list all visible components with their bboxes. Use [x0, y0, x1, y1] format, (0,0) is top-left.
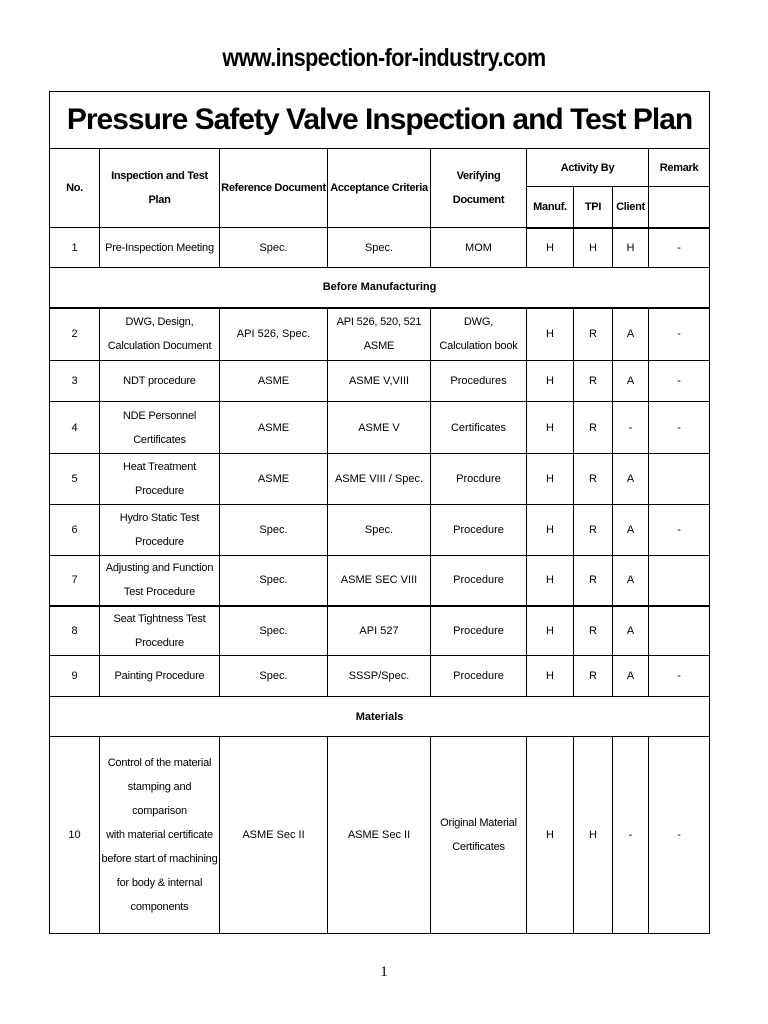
table-row [50, 454, 710, 505]
cell-no: 4 [50, 402, 100, 454]
cell-client: A [613, 656, 649, 697]
cell-client: A [613, 361, 649, 402]
cell-client: H [613, 228, 649, 268]
table-row [50, 505, 710, 556]
table-row [50, 606, 710, 656]
cell-acceptance: Spec. [328, 505, 431, 556]
cell-verifying: Original Material Certificates [431, 737, 527, 934]
header-remark-blank [649, 187, 710, 228]
cell-remark: - [649, 737, 710, 934]
cell-client: A [613, 606, 649, 656]
cell-no: 8 [50, 606, 100, 656]
cell-verifying: Procedure [431, 606, 527, 656]
cell-remark: - [649, 228, 710, 268]
cell-verifying: MOM [431, 228, 527, 268]
cell-acceptance: ASME V,VIII [328, 361, 431, 402]
cell-tpi: R [574, 606, 613, 656]
cell-manuf: H [527, 737, 574, 934]
cell-verifying: Procdure [431, 454, 527, 505]
cell-client: A [613, 505, 649, 556]
cell-reference: ASME Sec II [220, 737, 328, 934]
table-row [50, 737, 710, 934]
cell-manuf: H [527, 505, 574, 556]
cell-tpi: R [574, 308, 613, 361]
cell-reference: Spec. [220, 228, 328, 268]
table-row [50, 402, 710, 454]
cell-reference: Spec. [220, 505, 328, 556]
cell-no: 5 [50, 454, 100, 505]
table-row [50, 361, 710, 402]
document-title: Pressure Safety Valve Inspection and Test Plan [50, 92, 710, 149]
cell-acceptance: ASME V [328, 402, 431, 454]
cell-no: 3 [50, 361, 100, 402]
cell-acceptance: SSSP/Spec. [328, 656, 431, 697]
page-number: 1 [380, 964, 388, 980]
cell-reference: Spec. [220, 556, 328, 606]
cell-remark [649, 556, 710, 606]
cell-acceptance: ASME Sec II [328, 737, 431, 934]
cell-no: 2 [50, 308, 100, 361]
header-plan: Inspection and Test Plan [100, 149, 220, 228]
table-row [50, 228, 710, 268]
header-acceptance: Acceptance Criteria [328, 149, 431, 228]
cell-plan: NDE Personnel Certificates [100, 402, 220, 454]
cell-no: 10 [50, 737, 100, 934]
cell-acceptance: ASME VIII / Spec. [328, 454, 431, 505]
header-verifying: Verifying Document [431, 149, 527, 228]
cell-remark: - [649, 656, 710, 697]
cell-manuf: H [527, 454, 574, 505]
header-client: Client [613, 187, 649, 228]
cell-tpi: H [574, 228, 613, 268]
cell-reference: Spec. [220, 656, 328, 697]
cell-client: - [613, 402, 649, 454]
title-row [50, 92, 710, 149]
cell-acceptance: Spec. [328, 228, 431, 268]
cell-no: 6 [50, 505, 100, 556]
table-row [50, 308, 710, 361]
cell-verifying: Procedures [431, 361, 527, 402]
table-row [50, 556, 710, 606]
header-manuf: Manuf. [527, 187, 574, 228]
cell-plan: DWG, Design, Calculation Document [100, 308, 220, 361]
cell-manuf: H [527, 308, 574, 361]
cell-plan: Adjusting and Function Test Procedure [100, 556, 220, 606]
cell-tpi: R [574, 402, 613, 454]
cell-verifying: Certificates [431, 402, 527, 454]
table-row [50, 656, 710, 697]
cell-plan: Hydro Static Test Procedure [100, 505, 220, 556]
section-materials: Materials [50, 697, 710, 737]
cell-client: - [613, 737, 649, 934]
cell-reference: API 526, Spec. [220, 308, 328, 361]
cell-acceptance: API 527 [328, 606, 431, 656]
cell-tpi: R [574, 556, 613, 606]
inspection-test-plan-table [49, 91, 710, 934]
header-row-1 [50, 149, 710, 187]
cell-tpi: H [574, 737, 613, 934]
cell-tpi: R [574, 361, 613, 402]
cell-manuf: H [527, 361, 574, 402]
section-row-materials [50, 697, 710, 737]
cell-client: A [613, 308, 649, 361]
cell-plan: NDT procedure [100, 361, 220, 402]
cell-remark: - [649, 308, 710, 361]
cell-reference: ASME [220, 402, 328, 454]
cell-tpi: R [574, 505, 613, 556]
cell-acceptance: API 526, 520, 521 ASME [328, 308, 431, 361]
cell-verifying: DWG, Calculation book [431, 308, 527, 361]
cell-manuf: H [527, 656, 574, 697]
cell-remark: - [649, 361, 710, 402]
cell-no: 1 [50, 228, 100, 268]
cell-acceptance: ASME SEC VIII [328, 556, 431, 606]
cell-remark [649, 606, 710, 656]
cell-remark: - [649, 505, 710, 556]
cell-no: 9 [50, 656, 100, 697]
cell-remark: - [649, 402, 710, 454]
cell-client: A [613, 556, 649, 606]
cell-plan: Painting Procedure [100, 656, 220, 697]
cell-reference: ASME [220, 454, 328, 505]
cell-tpi: R [574, 454, 613, 505]
header-activity-by: Activity By [527, 149, 649, 187]
cell-verifying: Procedure [431, 656, 527, 697]
cell-manuf: H [527, 556, 574, 606]
cell-tpi: R [574, 656, 613, 697]
cell-plan: Heat Treatment Procedure [100, 454, 220, 505]
cell-verifying: Procedure [431, 556, 527, 606]
cell-manuf: H [527, 402, 574, 454]
cell-manuf: H [527, 228, 574, 268]
cell-manuf: H [527, 606, 574, 656]
header-no: No. [50, 149, 100, 228]
header-reference: Reference Document [220, 149, 328, 228]
cell-client: A [613, 454, 649, 505]
cell-no: 7 [50, 556, 100, 606]
cell-plan: Pre-Inspection Meeting [100, 228, 220, 268]
cell-reference: ASME [220, 361, 328, 402]
cell-plan: Control of the material stamping and comparison with material certificate before start of machining for body & internal components [100, 737, 220, 934]
cell-plan: Seat Tightness Test Procedure [100, 606, 220, 656]
cell-reference: Spec. [220, 606, 328, 656]
section-before-manufacturing: Before Manufacturing [50, 268, 710, 308]
header-remark: Remark [649, 149, 710, 187]
cell-remark [649, 454, 710, 505]
site-url: www.inspection-for-industry.com [222, 44, 546, 72]
header-tpi: TPI [574, 187, 613, 228]
cell-verifying: Procedure [431, 505, 527, 556]
section-row-before-manufacturing [50, 268, 710, 308]
